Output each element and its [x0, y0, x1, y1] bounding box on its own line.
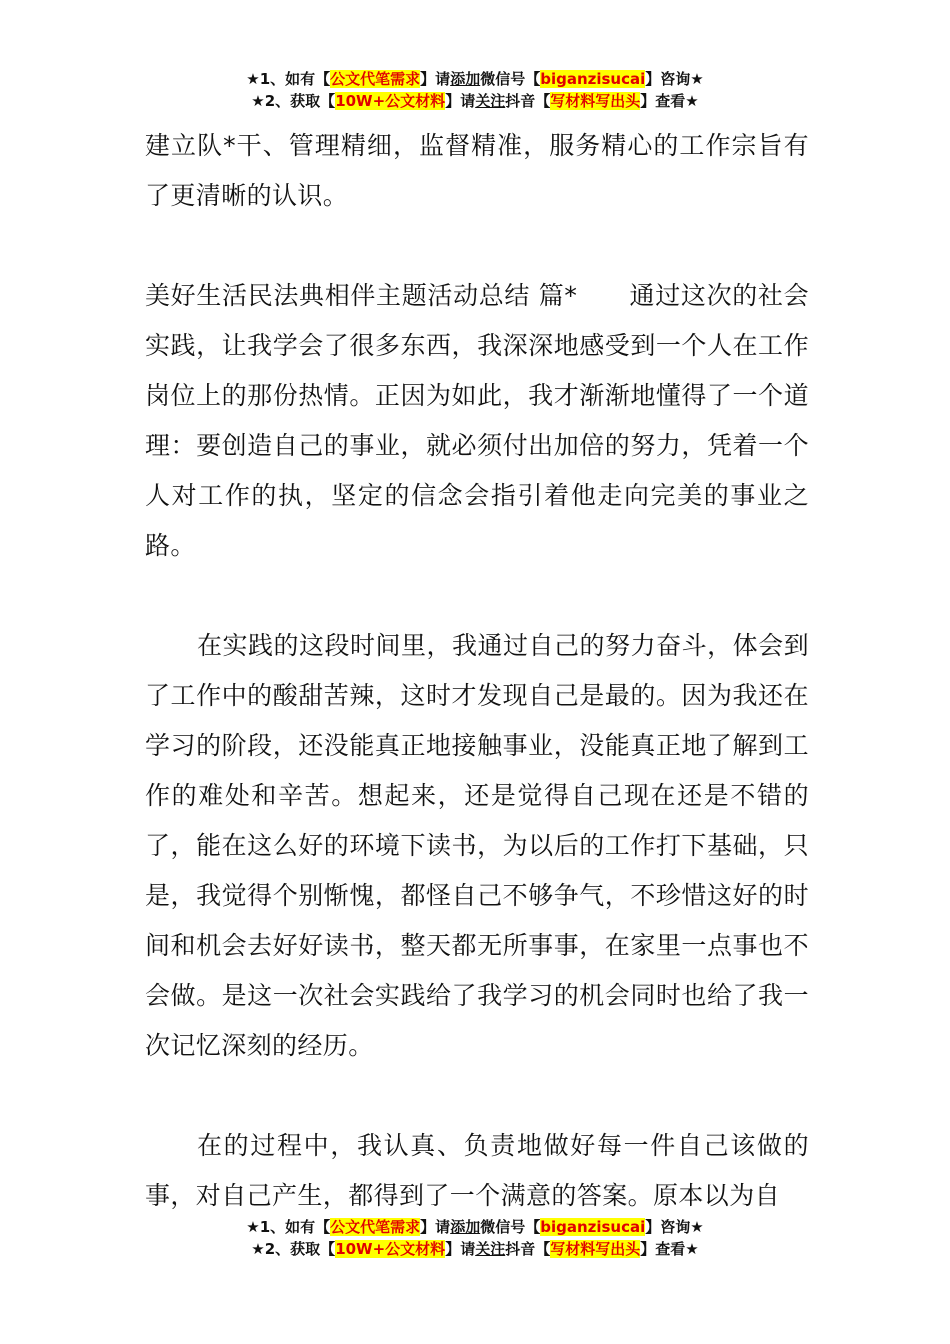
paragraph: 在的过程中，我认真、负责地做好每一件自己该做的事，对自己产生，都得到了一个满意的答案。原本以为自	[145, 1131, 809, 1210]
promo-emphasis: 关注	[475, 92, 506, 110]
promo-text: 微信号【	[480, 1218, 541, 1236]
promo-text: 】请	[420, 70, 451, 88]
promo-text: ★2、获取【	[251, 1240, 336, 1258]
promo-line-2	[0, 1238, 950, 1260]
promo-text: 抖音【	[505, 92, 551, 110]
promo-text: 微信号【	[480, 70, 541, 88]
promo-text: 】查看★	[640, 92, 699, 110]
section-heading: 美好生活民法典相伴主题活动总结 篇*	[145, 281, 578, 310]
promo-text: 】咨询★	[645, 1218, 704, 1236]
header-promo-banner	[0, 68, 950, 112]
promo-highlight: 10W+公文材料	[335, 1240, 446, 1258]
promo-text: 】查看★	[640, 1240, 699, 1258]
promo-text: 】咨询★	[645, 70, 704, 88]
document-body	[145, 121, 809, 1271]
paragraph-with-heading	[145, 271, 809, 571]
promo-douyin-id: 写材料写出头	[550, 1240, 641, 1258]
footer-promo-banner	[0, 1216, 950, 1260]
promo-emphasis: 关注	[475, 1240, 506, 1258]
paragraph: 在实践的这段时间里，我通过自己的努力奋斗，体会到了工作中的酸甜苦辣，这时才发现自己是最的。因为我还在学习的阶段，还没能真正地接触事业，没能真正地了解到工作的难处和辛苦。想起来，还是觉得自己现在还是不错的了，能在这么好的环境下读书，为以后的工作打下基础，只是，我觉得个别惭愧，都怪自己不够争气，不珍惜这好的时间和机会去好好读书，整天都无所事事，在家里一点事也不会做。是这一次社会实践给了我学习的机会同时也给了我一次记忆深刻的经历。	[145, 631, 809, 1060]
promo-emphasis: 添加	[450, 70, 481, 88]
promo-text: 抖音【	[505, 1240, 551, 1258]
promo-highlight: 10W+公文材料	[335, 92, 446, 110]
promo-text: ★1、如有【	[246, 70, 331, 88]
promo-text: ★1、如有【	[246, 1218, 331, 1236]
promo-wechat-id: biganzisucai	[540, 1218, 646, 1236]
paragraph: 建立队*干、管理精细，监督精准，服务精心的工作宗旨有了更清晰的认识。	[145, 131, 809, 210]
paragraph-text: 通过这次的社会实践，让我学会了很多东西，我深深地感受到一个人在工作岗位上的那份热情。正因为如此，我才渐渐地懂得了一个道理：要创造自己的事业，就必须付出加倍的努力，凭着一个人对工作的执，坚定的信念会指引着他走向完美的事业之路。	[145, 281, 809, 560]
promo-line-1	[0, 1216, 950, 1238]
promo-line-2	[0, 90, 950, 112]
promo-line-1	[0, 68, 950, 90]
promo-text: ★2、获取【	[251, 92, 336, 110]
promo-emphasis: 添加	[450, 1218, 481, 1236]
promo-wechat-id: biganzisucai	[540, 70, 646, 88]
promo-text: 】请	[445, 92, 476, 110]
promo-text: 】请	[420, 1218, 451, 1236]
promo-douyin-id: 写材料写出头	[550, 92, 641, 110]
promo-highlight: 公文代笔需求	[330, 70, 421, 88]
promo-text: 】请	[445, 1240, 476, 1258]
promo-highlight: 公文代笔需求	[330, 1218, 421, 1236]
